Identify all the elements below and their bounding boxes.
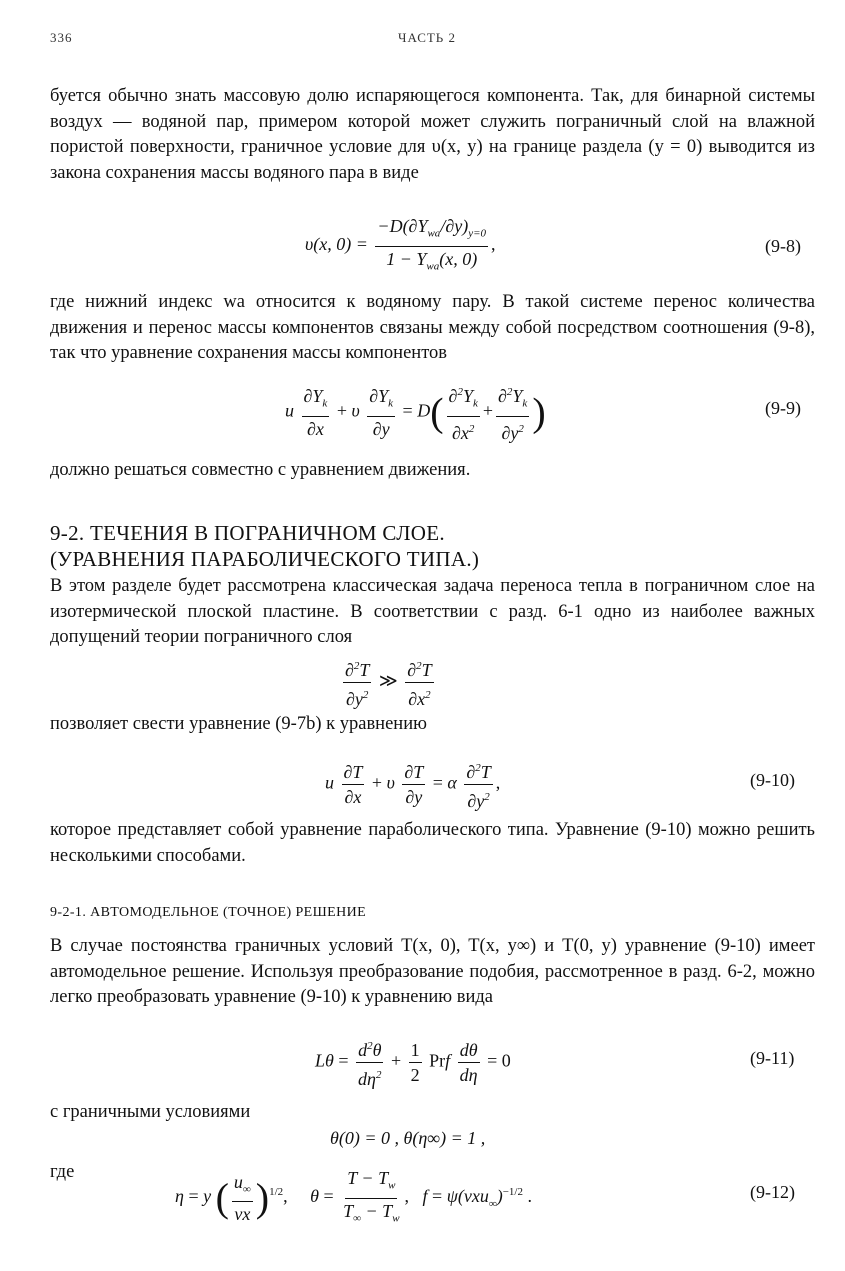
equation-9-8: υ(x, 0) = $\frac{-D(\partial Y_{wa}/\partial y)_{y=0}}{1 - Y_{wa}(x, 0)}$ , xyxy=(305,216,496,276)
paragraph-6: которое представляет собой уравнение параболического типа. Уравнение (9-10) можно решить несколькими способами. xyxy=(50,820,815,866)
equation-9-10: u $\frac{\partial T}{\partial x}$ + υ $\frac{\partial T}{\partial y}$ = α $\frac{\partial^2T}{\partial y^2}$ , xyxy=(325,758,500,811)
paragraph-3: должно решаться совместно с уравнением движения. xyxy=(50,460,471,480)
equation-9-12: η = y ( $\frac{u_\infty}{\nu x}$ )$^{1/2}$, θ = $\frac{T - T_w}{T_\infty - T_w}$ , $f = \psi(\nu xu_\infty)^{-1/2}$ . xyxy=(175,1168,532,1225)
paragraph-7: В случае постоянства граничных условий T(x, 0), T(x, y∞) и T(0, y) уравнение (9-10) имеет автомодельное решение. Используя преобразование подобия, рассмотренное в разд. 6-2, можно легко преобразовать уравнение (9-10) к уравнению вида xyxy=(50,936,815,1007)
paragraph-4: В этом разделе будет рассмотрена классическая задача переноса тепла в пограничном слое на изотермической плоской пластине. В соответствии с разд. 6-1 одно из наиболее важных допущений теории пограничного слоя xyxy=(50,576,815,647)
section-heading-line-2: (УРАВНЕНИЯ ПАРАБОЛИЧЕСКОГО ТИПА.) xyxy=(50,547,480,571)
equation-9-11: Lθ = $\frac{d^2\theta}{d\eta^2}$ + $\frac{1}{2}$ Prf $\frac{d\theta}{d\eta}$ = 0 xyxy=(315,1036,511,1089)
paragraph-8: с граничными условиями xyxy=(50,1102,251,1122)
equation-9-9: u $\frac{\partial Y_k}{\partial x}$ + υ $\frac{\partial Y_k}{\partial y}$ = D( $\frac{\partial^2Y_k}{\partial x^2}$ + $\frac{\partial^2Y_k}{\partial y^2}$ ) xyxy=(285,382,546,443)
equation-number-9-12: (9-12) xyxy=(750,1182,795,1202)
paragraph-2: где нижний индекс wa относится к водяному пару. В такой системе перенос количества движения и перенос массы компонентов связаны между собой посредством соотношения (9-8), так что уравнение сохранения массы компонентов xyxy=(50,292,815,363)
page-number: 336 xyxy=(50,30,73,45)
equation-number-9-11: (9-11) xyxy=(750,1048,795,1068)
paragraph-9: где xyxy=(50,1162,75,1182)
boundary-conditions: θ(0) = 0 , θ(η∞) = 1 , xyxy=(330,1128,486,1148)
eq-9-8-lhs: υ(x, 0) = xyxy=(305,234,368,255)
section-heading-line-1: 9-2. ТЕЧЕНИЯ В ПОГРАНИЧНОМ СЛОЕ. xyxy=(50,521,445,545)
subsection-heading: 9-2-1. АВТОМОДЕЛЬНОЕ (ТОЧНОЕ) РЕШЕНИЕ xyxy=(50,905,367,920)
running-head: ЧАСТЬ 2 xyxy=(398,30,457,45)
equation-number-9-9: (9-9) xyxy=(765,398,801,418)
paragraph-1: буется обычно знать массовую долю испаряющегося компонента. Так, для бинарной системы воздух — водяной пар, примером которой может служить пограничный слой на влажной пористой поверхности, граничное условие для υ(x, y) на границе раздела (y = 0) выводится из закона сохранения массы водяного пара в виде xyxy=(50,86,815,183)
eq-9-8-fraction: $\frac{-D(\partial Y_{wa}/\partial y)_{y=0}}{1 - Y_{wa}(x, 0)}$ xyxy=(377,216,487,273)
equation-number-9-10: (9-10) xyxy=(750,770,795,790)
inequality: $\frac{\partial^2T}{\partial y^2}$ ≫ $\frac{\partial^2T}{\partial x^2}$ xyxy=(340,656,437,709)
equation-number-9-8: (9-8) xyxy=(765,236,801,256)
paragraph-5: позволяет свести уравнение (9-7b) к уравнению xyxy=(50,714,427,734)
